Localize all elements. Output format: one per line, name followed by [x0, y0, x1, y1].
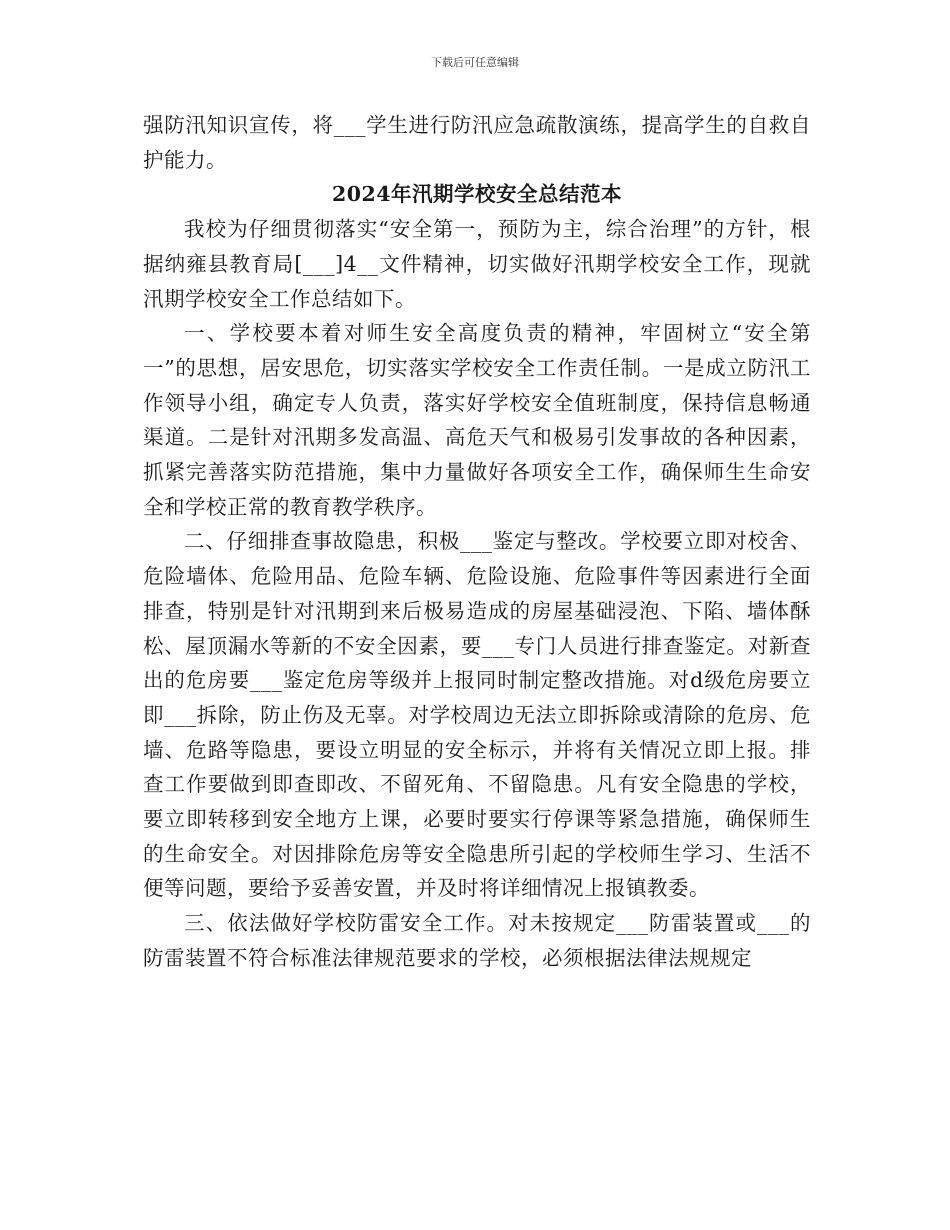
paragraph-intro: 强防汛知识宣传，将___学生进行防汛应急疏散演练，提高学生的自救自护能力。: [143, 113, 811, 172]
document-body: [143, 108, 811, 976]
paragraph-4: 三、依法做好学校防雷安全工作。对未按规定___防雷装置或___的防雷装置不符合标准法律规范要求的学校，必须根据法律法规规定: [143, 911, 811, 970]
document-title: 2024年汛期学校安全总结范本: [331, 182, 623, 207]
page-header: 下载后可任意编辑: [431, 56, 519, 69]
paragraph-2: 一、学校要本着对师生安全高度负责的精神，牢固树立“安全第一”的思想，居安思危，切实落实学校安全工作责任制。一是成立防汛工作领导小组，确定专人负责，落实好学校安全值班制度，保持信息畅通渠道。二是针对汛期多发高温、高危天气和极易引发事故的各种因素，抓紧完善落实防范措施，集中力量做好各项安全工作，确保师生生命安全和学校正常的教育教学秩序。: [143, 321, 811, 519]
paragraph-3: 二、仔细排查事故隐患，积极___鉴定与整改。学校要立即对校舍、危险墙体、危险用品、危险车辆、危险设施、危险事件等因素进行全面排查，特别是针对汛期到来后极易造成的房屋基础浸泡、下陷、墙体酥松、屋顶漏水等新的不安全因素，要___专门人员进行排查鉴定。对新查出的危房要___鉴定危房等级并上报同时制定整改措施。对d级危房要立即___拆除，防止伤及无辜。对学校周边无法立即拆除或清除的危房、危墙、危路等隐患，要设立明显的安全标示，并将有关情况立即上报。排查工作要做到即查即改、不留死角、不留隐患。凡有安全隐患的学校，要立即转移到安全地方上课，必要时要实行停课等紧急措施，确保师生的生命安全。对因排除危房等安全隐患所引起的学校师生学习、生活不便等问题，要给予妥善安置，并及时将详细情况上报镇教委。: [143, 529, 811, 901]
paragraph-1: 我校为仔细贯彻落实“安全第一，预防为主，综合治理”的方针，根据纳雍县教育局[___]4__文件精神，切实做好汛期学校安全工作，现就汛期学校安全工作总结如下。: [143, 217, 811, 311]
